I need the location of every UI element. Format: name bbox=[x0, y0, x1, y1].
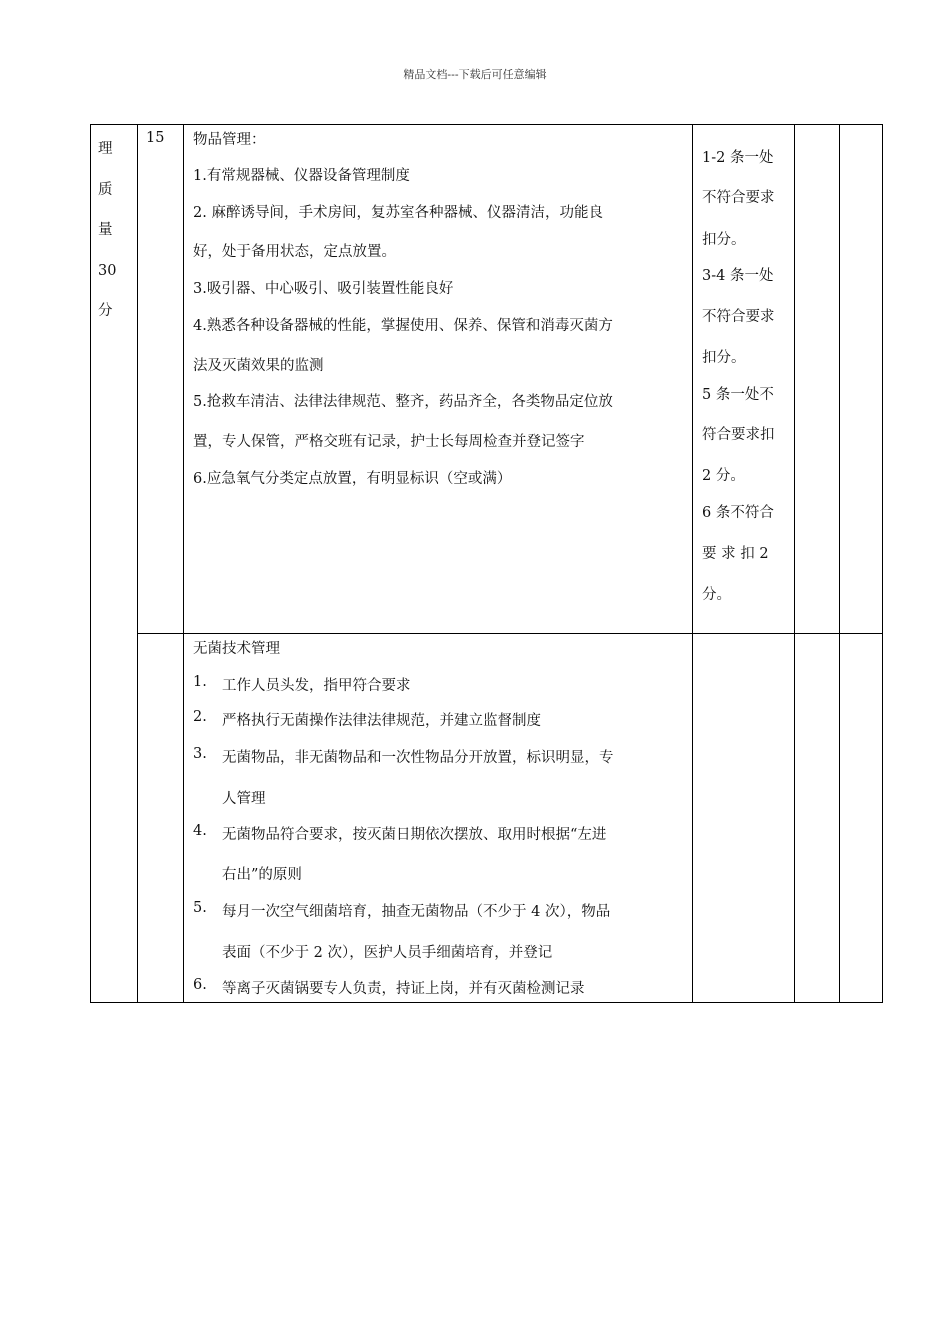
page-header: 精品文档---下载后可任意编辑 bbox=[403, 68, 547, 81]
list-item: 每月一次空气细菌培育，抽查无菌物品（不少于 4 次），物品 bbox=[222, 904, 611, 920]
deduction-line: 6 条不符合 bbox=[702, 505, 774, 521]
col-line-6 bbox=[839, 124, 840, 1003]
col-line-1 bbox=[90, 124, 91, 1003]
content-line: 2. 麻醉诱导间，手术房间，复苏室各种器械、仪器清洁，功能良 bbox=[193, 205, 603, 221]
category-char: 30 bbox=[98, 262, 117, 279]
col-line-7 bbox=[882, 124, 883, 1003]
list-item-continued: 右出”的原则 bbox=[222, 867, 302, 883]
content-line: 物品管理： bbox=[193, 132, 266, 148]
col-line-2 bbox=[137, 124, 138, 1003]
deduction-line: 符合要求扣 bbox=[702, 427, 775, 443]
category-char: 分 bbox=[98, 303, 113, 319]
content-line: 法及灭菌效果的监测 bbox=[193, 358, 324, 374]
content-line: 4.熟悉各种设备器械的性能，掌握使用、保养、保管和消毒灭菌方 bbox=[193, 318, 613, 334]
deduction-line: 3-4 条一处 bbox=[702, 268, 774, 284]
list-item-continued: 表面（不少于 2 次），医护人员手细菌培育，并登记 bbox=[222, 945, 553, 961]
content-line: 1.有常规器械、仪器设备管理制度 bbox=[193, 168, 410, 184]
list-item: 无菌物品符合要求，按灭菌日期依次摆放、取用时根据“左进 bbox=[222, 827, 607, 843]
content-line: 置，专人保管，严格交班有记录，护士长每周检查并登记签字 bbox=[193, 434, 585, 450]
category-char: 理 bbox=[98, 141, 113, 157]
col-line-3 bbox=[183, 124, 184, 1003]
col-line-5 bbox=[794, 124, 795, 1003]
item-management-content bbox=[193, 128, 688, 628]
category-char: 量 bbox=[98, 222, 113, 238]
row-divider bbox=[137, 633, 883, 634]
content-line: 好，处于备用状态，定点放置。 bbox=[193, 244, 396, 260]
list-item: 无菌物品，非无菌物品和一次性物品分开放置，标识明显，专 bbox=[222, 750, 614, 766]
deduction-line: 要 求 扣 2 bbox=[702, 546, 769, 562]
aseptic-technique-content bbox=[193, 637, 688, 997]
deduction-line: 2 分。 bbox=[702, 468, 745, 484]
list-number: 2. bbox=[193, 709, 207, 725]
list-item: 严格执行无菌操作法律法律规范，并建立监督制度 bbox=[222, 713, 541, 729]
deduction-line: 扣分。 bbox=[702, 350, 746, 366]
list-item-continued: 人管理 bbox=[222, 791, 266, 807]
deduction-line: 不符合要求 bbox=[702, 190, 775, 206]
deduction-line: 分。 bbox=[702, 587, 731, 603]
list-number: 6. bbox=[193, 977, 207, 993]
category-char: 质 bbox=[98, 181, 113, 198]
list-item: 工作人员头发，指甲符合要求 bbox=[222, 678, 411, 694]
list-number: 5. bbox=[193, 900, 207, 916]
list-number: 4. bbox=[193, 823, 207, 839]
score-value: 15 bbox=[146, 130, 165, 146]
deduction-line: 不符合要求 bbox=[702, 309, 775, 325]
section-title: 无菌技术管理 bbox=[193, 641, 280, 657]
col-line-4 bbox=[692, 124, 693, 1003]
deduction-rules bbox=[702, 146, 790, 616]
list-item: 等离子灭菌锅要专人负责，持证上岗，并有灭菌检测记录 bbox=[222, 981, 585, 997]
table-border-top bbox=[90, 124, 883, 125]
content-line: 6.应急氧气分类定点放置，有明显标识（空或满） bbox=[193, 471, 512, 487]
content-line: 3.吸引器、中心吸引、吸引装置性能良好 bbox=[193, 281, 454, 297]
table-border-bottom bbox=[90, 1002, 883, 1003]
deduction-line: 5 条一处不 bbox=[702, 387, 774, 403]
category-label bbox=[98, 129, 134, 332]
content-line: 5.抢救车清洁、法律法律规范、整齐，药品齐全，各类物品定位放 bbox=[193, 394, 613, 410]
deduction-line: 扣分。 bbox=[702, 232, 746, 248]
deduction-line: 1-2 条一处 bbox=[702, 150, 774, 166]
list-number: 1. bbox=[193, 674, 207, 690]
list-number: 3. bbox=[193, 746, 207, 762]
